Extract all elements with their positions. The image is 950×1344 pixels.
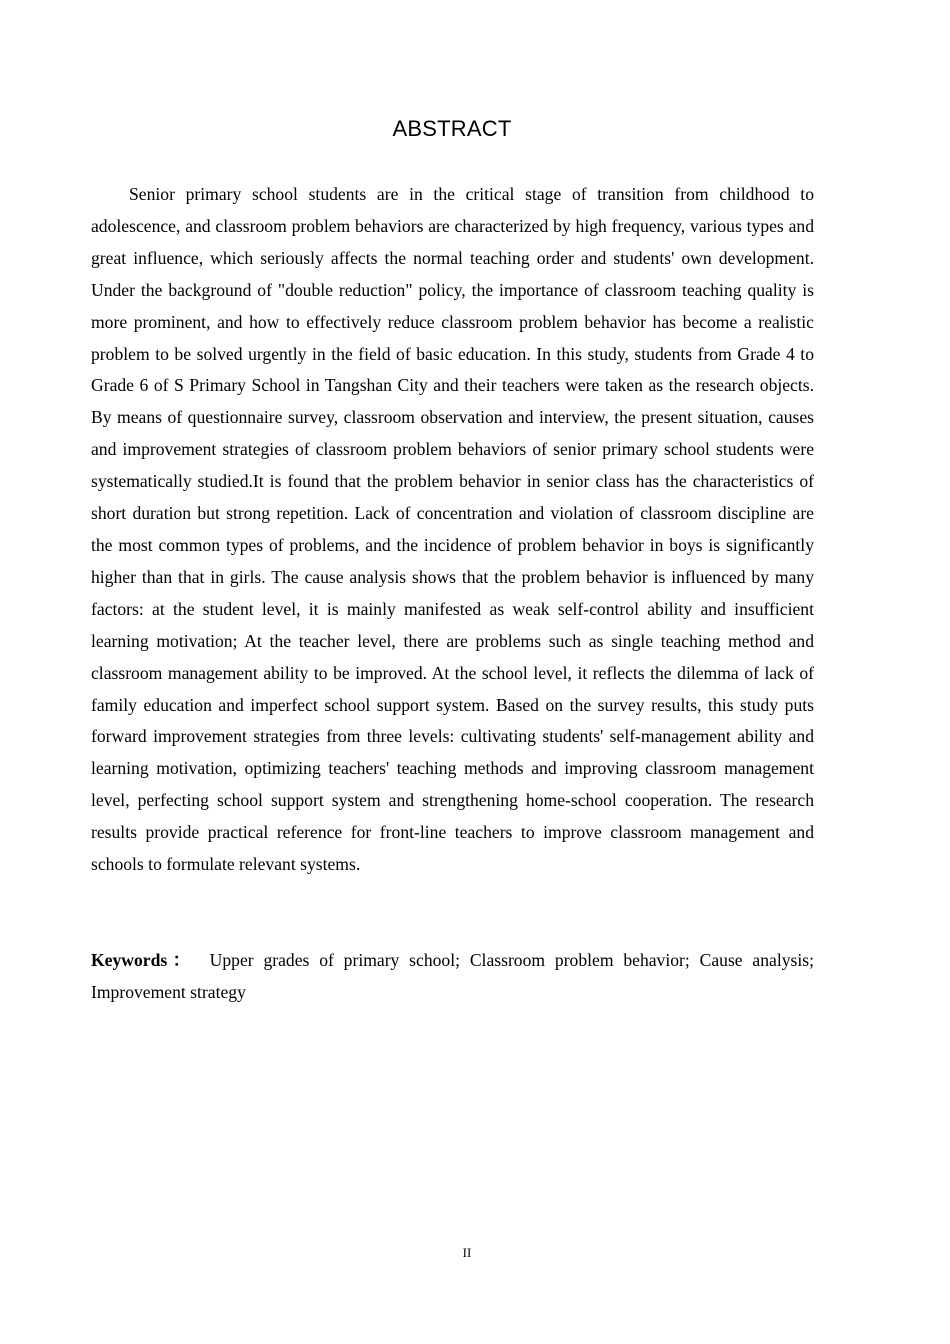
abstract-body: Senior primary school students are in the critical stage of transition from childhood to adolescence, and classroom problem behaviors are characterized by high frequency, various types and great influence, which seriously affects the normal teaching order and students' own development. Under the background of "double reduction" policy, the importance of classroom teaching quality is more prominent, and how to effectively reduce classroom problem behavior has become a realistic problem to be solved urgently in the field of basic education. In this study, students from Grade 4 to Grade 6 of S Primary School in Tangshan City and their teachers were taken as the research objects. By means of questionnaire survey, classroom observation and interview, the present situation, causes and improvement strategies of classroom problem behaviors of senior primary school students were systematically studied.It is found that the problem behavior in senior class has the characteristics of short duration but strong repetition. Lack of concentration and violation of classroom discipline are the most common types of problems, and the incidence of problem behavior in boys is significantly higher than that in girls. The cause analysis shows that the problem behavior is influenced by many factors: at the student level, it is mainly manifested as weak self-control ability and insufficient learning motivation; At the teacher level, there are problems such as single teaching method and classroom management ability to be improved. At the school level, it reflects the dilemma of lack of family education and imperfect school support system. Based on the survey results, this study puts forward improvement strategies from three levels: cultivating students' self-management ability and learning motivation, optimizing teachers' teaching methods and improving classroom management level, perfecting school support system and strengthening home-school cooperation. The research results provide practical reference for front-line teachers to improve classroom management and schools to formulate relevant systems. bbox=[91, 184, 814, 875]
abstract-title: ABSTRACT bbox=[392, 116, 512, 141]
keywords-label: Keywords bbox=[91, 950, 168, 970]
page-number: II bbox=[462, 1245, 472, 1260]
keywords-paragraph bbox=[91, 945, 814, 1009]
keywords-text: Upper grades of primary school; Classroom problem behavior; Cause analysis; Improvement strategy bbox=[91, 950, 814, 1002]
keywords-separator: ： bbox=[167, 950, 196, 970]
